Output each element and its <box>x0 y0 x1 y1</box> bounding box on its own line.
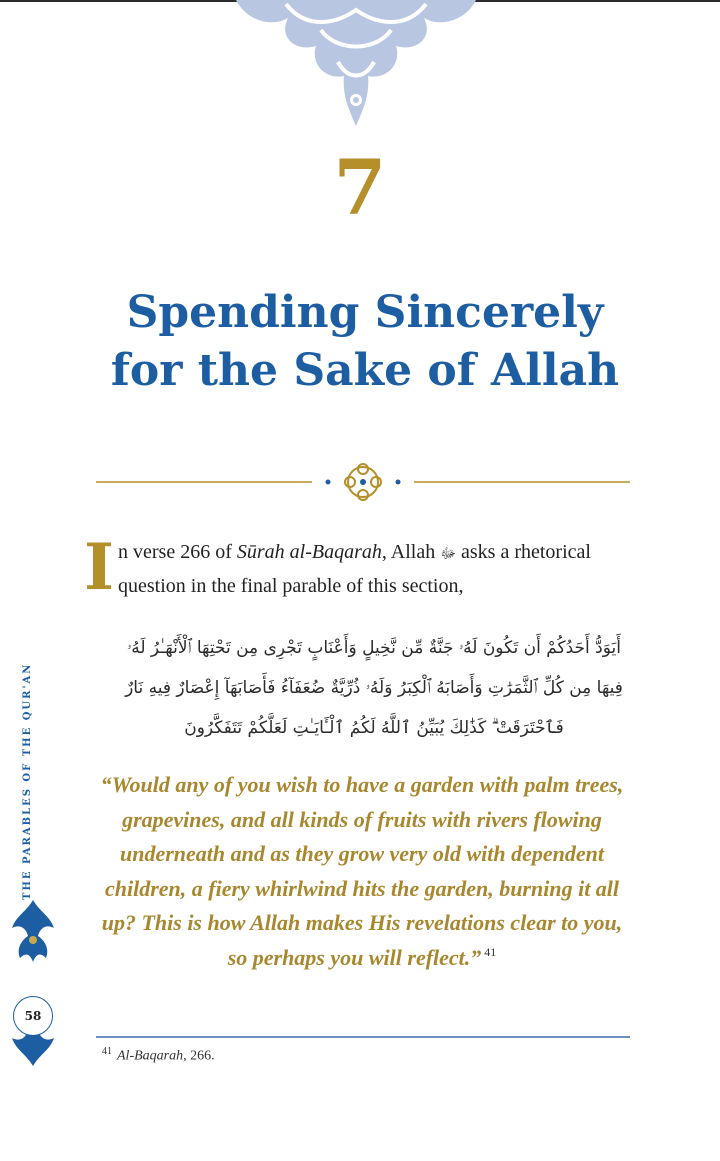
chapter-title-line1: Spending Sincerely <box>126 287 604 338</box>
footnote-location: , 266. <box>183 1048 215 1064</box>
chapter-number: 7 <box>333 143 387 232</box>
arabic-verse-line1: أَيَوَدُّ أَحَدُكُمْ أَن تَكُونَ لَهُۥ جَنَّةٌ مِّن نَّخِيلٍ وَأَعْنَابٍ تَجْرِى مِن تَحْتِهَا ٱلْأَنْهَـٰرُ لَهُۥ <box>126 638 621 658</box>
running-book-title: THE PARABLES OF THE QUR'AN <box>22 662 33 900</box>
drop-cap: I <box>84 530 114 605</box>
section-divider <box>96 462 630 502</box>
footnote-number: 41 <box>102 1046 112 1057</box>
page-number: 58 <box>13 996 53 1036</box>
intro-paragraph <box>118 536 638 602</box>
surah-name: Sūrah al-Baqarah <box>236 541 382 563</box>
footnote-reference[interactable]: 41 <box>484 945 497 960</box>
verse-translation <box>92 768 632 975</box>
chapter-title-line2: for the Sake of Allah <box>110 345 620 396</box>
honorific-icon: ﷻ <box>440 546 457 562</box>
arabic-verse-line2: فِيهَا مِن كُلِّ ٱلثَّمَرَٰتِ وَأَصَابَهُ ٱلْكِبَرُ وَلَهُۥ ذُرِّيَّةٌ ضُعَفَآءُ فَأَصَابَهَآ إِعْصَارٌ فِيهِ نَارٌ <box>125 678 623 698</box>
arabic-verse-line3: فَٱحْتَرَقَتْ ۗ كَذَٰلِكَ يُبَيِّنُ ٱللَّهُ لَكُمُ ٱلْـَٔايَـٰتِ لَعَلَّكُمْ تَتَفَكَّرُونَ <box>184 718 564 738</box>
floral-ornament-icon <box>226 0 486 130</box>
intro-line1: n verse 266 of Sūrah al-Baqarah, Allah ﷻ asks a rhetorical <box>118 541 591 563</box>
translation-text: “Would any of you wish to have a garden with palm trees, grapevines, and all kinds of fruits with rivers flowing underneath and as they grow very old with dependent children, a fiery whirlwind hits the garden, burning it all up? This is how Allah makes His revelations clear to you, so perhaps you will reflect.” <box>100 772 624 970</box>
arabic-verse <box>112 628 636 748</box>
footnote-rule <box>96 1036 630 1038</box>
chapter-title <box>100 284 630 400</box>
footnote <box>102 1046 602 1065</box>
intro-line2: question in the final parable of this section, <box>118 575 464 597</box>
side-floral-ornament-icon <box>10 900 56 1066</box>
footnote-source: Al-Baqarah <box>117 1048 184 1064</box>
